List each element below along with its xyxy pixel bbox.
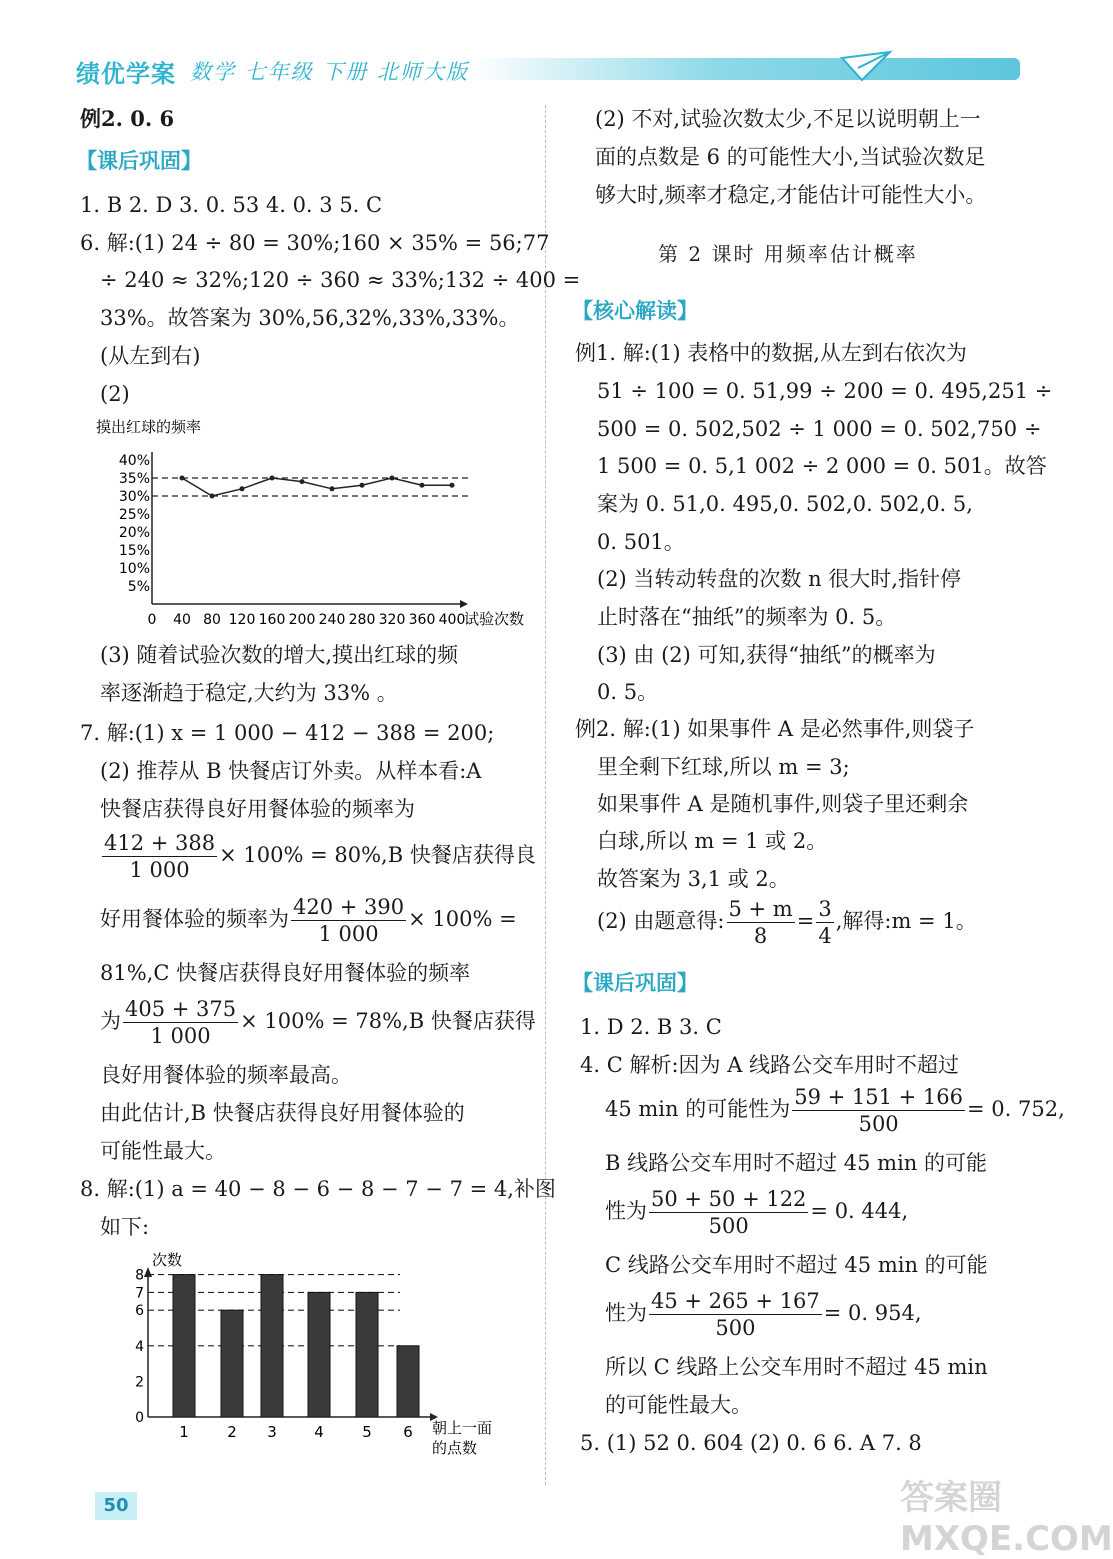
answer-line: ÷ 240 ≈ 32%;120 ÷ 360 ≈ 33%;132 ÷ 400 = <box>100 268 581 292</box>
y-tick-label: 7 <box>135 1285 144 1302</box>
answer-line: 故答案为 3,1 或 2。 <box>597 867 790 891</box>
bar <box>397 1346 419 1417</box>
section-heading: 【课后巩固】 <box>76 149 202 173</box>
chart-ylabel: 次数 <box>152 1251 183 1269</box>
frequency-line-chart <box>90 412 540 632</box>
answer-line: (2) 当转动转盘的次数 n 很大时,指针停 <box>597 567 961 591</box>
book-subtitle: 数学 七年级 下册 北师大版 <box>190 60 470 84</box>
answer-line: 良好用餐体验的频率最高。 <box>100 1063 352 1087</box>
data-point <box>210 494 215 499</box>
answer-line: B 线路公交车用时不超过 45 min 的可能 <box>605 1151 988 1175</box>
fraction: $\frac{50 + 50 + 122}{500}$ <box>651 1187 807 1238</box>
answer-line: 1 500 = 0. 5,1 002 ÷ 2 000 = 0. 501。故答 <box>597 454 1047 478</box>
y-tick-label: 35% <box>118 471 150 487</box>
x-tick-label: 200 <box>288 612 316 628</box>
answer-line: 0. 5。 <box>597 680 659 704</box>
x-tick-label: 160 <box>258 612 286 628</box>
x-tick-label: 6 <box>403 1423 413 1441</box>
section-heading: 【课后巩固】 <box>572 971 698 995</box>
answer-line: 的可能性最大。 <box>605 1393 752 1417</box>
data-point <box>300 479 305 484</box>
answer-line: 白球,所以 m = 1 或 2。 <box>597 829 828 853</box>
answer-line: 由此估计,B 快餐店获得良好用餐体验的 <box>100 1101 465 1125</box>
y-tick-label: 30% <box>118 489 150 505</box>
y-tick-label: 20% <box>118 525 150 541</box>
chart-xlabel: 试验次数 <box>464 610 525 628</box>
x-tick-label: 360 <box>408 612 436 628</box>
x-tick-label: 120 <box>228 612 256 628</box>
fraction-line: 好用餐体验的频率为 $\frac{420 + 390}{1 000}$ × 100% = <box>100 895 517 946</box>
chart-ylabel: 摸出红球的频率 <box>96 418 202 436</box>
answer-line: 止时落在“抽纸”的频率为 0. 5。 <box>597 605 897 629</box>
y-tick-label: 5% <box>127 579 150 595</box>
bar <box>173 1275 195 1417</box>
watermark: 答案圈 MXQE.COM <box>900 1478 1113 1559</box>
answer-line: C 线路公交车用时不超过 45 min 的可能 <box>605 1253 988 1277</box>
bar <box>221 1310 243 1417</box>
answer-line: 500 = 0. 502,502 ÷ 1 000 = 0. 502,750 ÷ <box>597 417 1042 441</box>
answer-line: 51 ÷ 100 = 0. 51,99 ÷ 200 = 0. 495,251 ÷ <box>597 379 1053 403</box>
answer-line: 够大时,频率才稳定,才能估计可能性大小。 <box>595 183 987 207</box>
y-tick-label: 15% <box>118 543 150 559</box>
fraction-line: 45 min 的可能性为 $\frac{59 + 151 + 166}{500}$ = 0. 752, <box>605 1085 1065 1136</box>
x-tick-label: 4 <box>314 1423 324 1441</box>
answer-line: 快餐店获得良好用餐体验的频率为 <box>100 797 415 821</box>
y-tick-label: 40% <box>118 453 150 469</box>
bar <box>261 1275 283 1417</box>
x-tick-label: 320 <box>378 612 406 628</box>
dice-bar-chart <box>100 1245 540 1465</box>
data-point <box>420 483 425 488</box>
fraction-line: $\frac{412 + 388}{1 000}$ × 100% = 80%,B 快餐店获得良 <box>104 831 536 882</box>
chart-xlabel-part2: 的点数 <box>432 1439 478 1457</box>
answer-line: 33%。故答案为 30%,56,32%,33%,33%。 <box>100 306 520 330</box>
header-band <box>470 58 1020 80</box>
answer-line: (2) 推荐从 B 快餐店订外卖。从样本看:A <box>100 759 482 783</box>
fraction: $\frac{3}{4}$ <box>818 897 832 948</box>
page-header <box>0 50 1080 90</box>
x-tick-label: 0 <box>147 612 157 628</box>
answer-line: 5. (1) 52 0. 604 (2) 0. 6 6. A 7. 8 <box>580 1431 922 1455</box>
x-tick-label: 400 <box>438 612 466 628</box>
fraction-line: (2) 由题意得: $\frac{5 + m}{8}$ = $\frac{3}{4}$ ,解得:m = 1。 <box>597 897 977 948</box>
fraction: $\frac{59 + 151 + 166}{500}$ <box>794 1085 964 1136</box>
fraction: $\frac{412 + 388}{1 000}$ <box>104 831 216 882</box>
answer-line: 案为 0. 51,0. 495,0. 502,0. 502,0. 5, <box>597 492 973 516</box>
y-tick-label: 4 <box>135 1338 144 1355</box>
answer-line: 81%,C 快餐店获得良好用餐体验的频率 <box>100 961 471 985</box>
x-tick-label: 1 <box>179 1423 189 1441</box>
data-point <box>240 486 245 491</box>
section-heading: 【核心解读】 <box>572 299 698 323</box>
data-point <box>270 476 275 481</box>
answer-line: 面的点数是 6 的可能性大小,当试验次数足 <box>595 145 986 169</box>
data-point <box>330 486 335 491</box>
x-tick-label: 3 <box>267 1423 277 1441</box>
x-tick-label: 80 <box>203 612 221 628</box>
answer-line: 7. 解:(1) x = 1 000 − 412 − 388 = 200; <box>80 721 495 745</box>
fraction: $\frac{405 + 375}{1 000}$ <box>125 997 237 1048</box>
page-number: 50 <box>95 1492 137 1520</box>
x-tick-label: 5 <box>362 1423 372 1441</box>
answer-line: 里全剩下红球,所以 m = 3; <box>597 755 850 779</box>
answer-line: 如下: <box>100 1215 150 1239</box>
brand-logo: 绩优学案 <box>76 60 176 88</box>
answer-line: 8. 解:(1) a = 40 − 8 − 6 − 8 − 7 − 7 = 4,补图 <box>80 1177 556 1201</box>
data-point <box>390 476 395 481</box>
paper-plane-icon <box>840 50 892 84</box>
answer-line: (从左到右) <box>100 344 201 368</box>
lesson-title: 第 2 课时 用频率估计概率 <box>658 242 918 266</box>
answer-line: 可能性最大。 <box>100 1139 226 1163</box>
x-tick-label: 280 <box>348 612 376 628</box>
bar <box>356 1292 378 1417</box>
bar <box>308 1292 330 1417</box>
x-tick-label: 40 <box>173 612 191 628</box>
answer-line: (2) <box>100 382 130 406</box>
y-tick-label: 10% <box>118 561 150 577</box>
example-answer: 例2. 0. 6 <box>80 106 175 131</box>
fraction-line: 性为 $\frac{45 + 265 + 167}{500}$ = 0. 954, <box>605 1289 922 1340</box>
column-divider <box>545 105 546 1485</box>
data-point <box>450 483 455 488</box>
x-tick-label: 2 <box>227 1423 237 1441</box>
fraction-line: 性为 $\frac{50 + 50 + 122}{500}$ = 0. 444, <box>605 1187 909 1238</box>
x-tick-label: 240 <box>318 612 346 628</box>
y-tick-label: 0 <box>135 1410 144 1426</box>
fraction-line: 为 $\frac{405 + 375}{1 000}$ × 100% = 78%,B 快餐店获得 <box>100 997 536 1048</box>
answer-line: 6. 解:(1) 24 ÷ 80 = 30%;160 × 35% = 56;77 <box>80 231 550 255</box>
answer-line: 率逐渐趋于稳定,大约为 33% 。 <box>100 681 398 705</box>
answer-line: (3) 随着试验次数的增大,摸出红球的频 <box>100 643 459 667</box>
chart-xlabel-part1: 朝上一面 <box>432 1419 493 1437</box>
y-tick-label: 2 <box>135 1374 144 1391</box>
answer-line: (2) 不对,试验次数太少,不足以说明朝上一 <box>595 107 981 131</box>
fraction: $\frac{45 + 265 + 167}{500}$ <box>651 1289 820 1340</box>
y-tick-label: 6 <box>135 1303 144 1320</box>
series-line <box>182 478 452 496</box>
fraction: $\frac{5 + m}{8}$ <box>728 897 793 948</box>
answer-line: (3) 由 (2) 可知,获得“抽纸”的概率为 <box>597 643 936 667</box>
x-axis-arrow <box>460 600 468 608</box>
answer-line: 1. D 2. B 3. C <box>580 1015 722 1039</box>
answer-line: 0. 501。 <box>597 530 685 554</box>
y-tick-label: 25% <box>118 507 150 523</box>
data-point <box>360 483 365 488</box>
answer-line: 1. B 2. D 3. 0. 53 4. 0. 3 5. C <box>80 193 383 217</box>
answer-line: 4. C 解析:因为 A 线路公交车用时不超过 <box>580 1053 960 1077</box>
answer-line: 例2. 解:(1) 如果事件 A 是必然事件,则袋子 <box>575 717 975 741</box>
answer-line: 如果事件 A 是随机事件,则袋子里还剩余 <box>597 792 969 816</box>
fraction: $\frac{420 + 390}{1 000}$ <box>293 895 405 946</box>
data-point <box>180 476 185 481</box>
y-tick-label: 8 <box>135 1267 144 1284</box>
answer-line: 例1. 解:(1) 表格中的数据,从左到右依次为 <box>575 341 967 365</box>
answer-line: 所以 C 线路上公交车用时不超过 45 min <box>605 1355 988 1379</box>
y-axis-arrow <box>144 1267 152 1277</box>
